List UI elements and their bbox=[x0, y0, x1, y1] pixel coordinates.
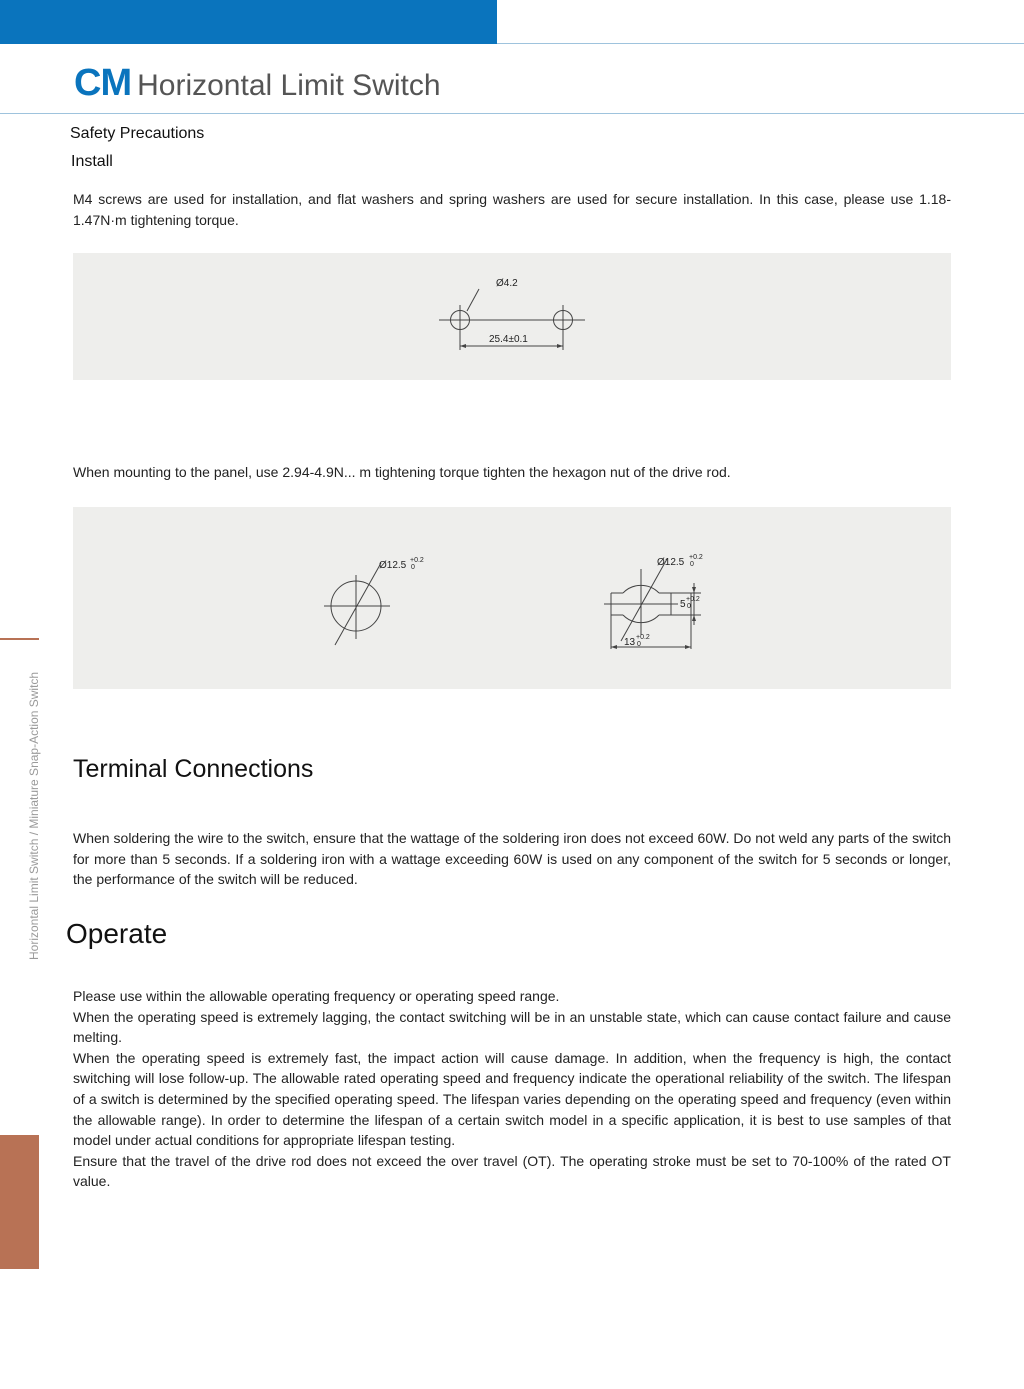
hole-diameter-label: Ø4.2 bbox=[496, 278, 518, 289]
panel-mount-text: When mounting to the panel, use 2.94-4.9N... m tightening torque tighten the hexagon nut of the drive rod. bbox=[73, 464, 731, 480]
operate-line: Ensure that the travel of the drive rod does not exceed the over travel (OT). The operating stroke must be set to 70-100% of the rated OT value. bbox=[73, 1152, 951, 1190]
flat-width-label: 13 bbox=[624, 637, 636, 648]
install-text: M4 screws are used for installation, and flat washers and spring washers are used for secure installation. In this case, please use 1.18-1.47N·m tightening torque. bbox=[73, 191, 951, 228]
operate-line: When the operating speed is extremely fast, the impact action will cause damage. In addition, when the frequency is high, the contact switching will lose follow-up. The allowable rated operating speed and frequency indicate the operational reliability of the switch. The lifespan of a switch is determined by the specified operating speed. The lifespan varies depending on the operating speed and frequency (even within the allowable range). In order to determine the lifespan of a certain switch model in a specific application, it is best to use samples of that model under actual conditions for appropriate lifespan testing. bbox=[73, 1049, 951, 1149]
mounting-hole-figure bbox=[73, 253, 951, 380]
operate-text bbox=[73, 986, 951, 1192]
install-heading: Install bbox=[71, 153, 113, 170]
header-rule-top bbox=[497, 43, 1024, 44]
side-accent-block bbox=[0, 1135, 39, 1269]
flat-height-label: 5 bbox=[680, 599, 686, 610]
terminal-text: When soldering the wire to the switch, ensure that the wattage of the soldering iron does not exceed 60W. Do not weld any parts of the switch for more than 5 seconds. If a soldering iron with a wattage exceeding 60W is used on any component of the switch for 5 seconds or longer, the performance of the switch will be reduced. bbox=[73, 830, 951, 888]
flat-width-tol-plus: +0.2 bbox=[636, 634, 650, 641]
operate-line: Please use within the allowable operating frequency or operating speed range. bbox=[73, 988, 560, 1004]
left-cutout-diameter: Ø12.5 bbox=[379, 560, 407, 571]
header-accent-bar bbox=[0, 0, 497, 44]
left-tol-zero: 0 bbox=[411, 564, 415, 571]
right-tol-plus: +0.2 bbox=[689, 554, 703, 561]
flat-height-tol-zero: 0 bbox=[687, 603, 691, 610]
product-title: Horizontal Limit Switch bbox=[137, 69, 441, 102]
safety-heading: Safety Precautions bbox=[70, 125, 205, 142]
right-cutout-diameter: Ø12.5 bbox=[657, 557, 685, 568]
side-category-label: Horizontal Limit Switch / Miniature Snap-Action Switch bbox=[27, 671, 41, 960]
product-code: CM bbox=[74, 62, 132, 104]
operate-heading: Operate bbox=[66, 918, 168, 949]
terminal-heading: Terminal Connections bbox=[73, 755, 314, 783]
flat-width-tol-zero: 0 bbox=[637, 641, 641, 648]
left-tol-plus: +0.2 bbox=[410, 557, 424, 564]
hole-spacing-label: 25.4±0.1 bbox=[489, 334, 528, 345]
operate-line: When the operating speed is extremely lagging, the contact switching will be in an unstable state, which can cause contact failure and cause melting. bbox=[73, 1008, 951, 1046]
panel-cutout-figure bbox=[73, 507, 951, 689]
right-tol-zero: 0 bbox=[690, 561, 694, 568]
header-rule bbox=[0, 113, 1024, 114]
flat-height-tol-plus: +0.2 bbox=[686, 596, 700, 603]
page-title bbox=[74, 62, 441, 105]
side-accent-line bbox=[0, 638, 39, 640]
